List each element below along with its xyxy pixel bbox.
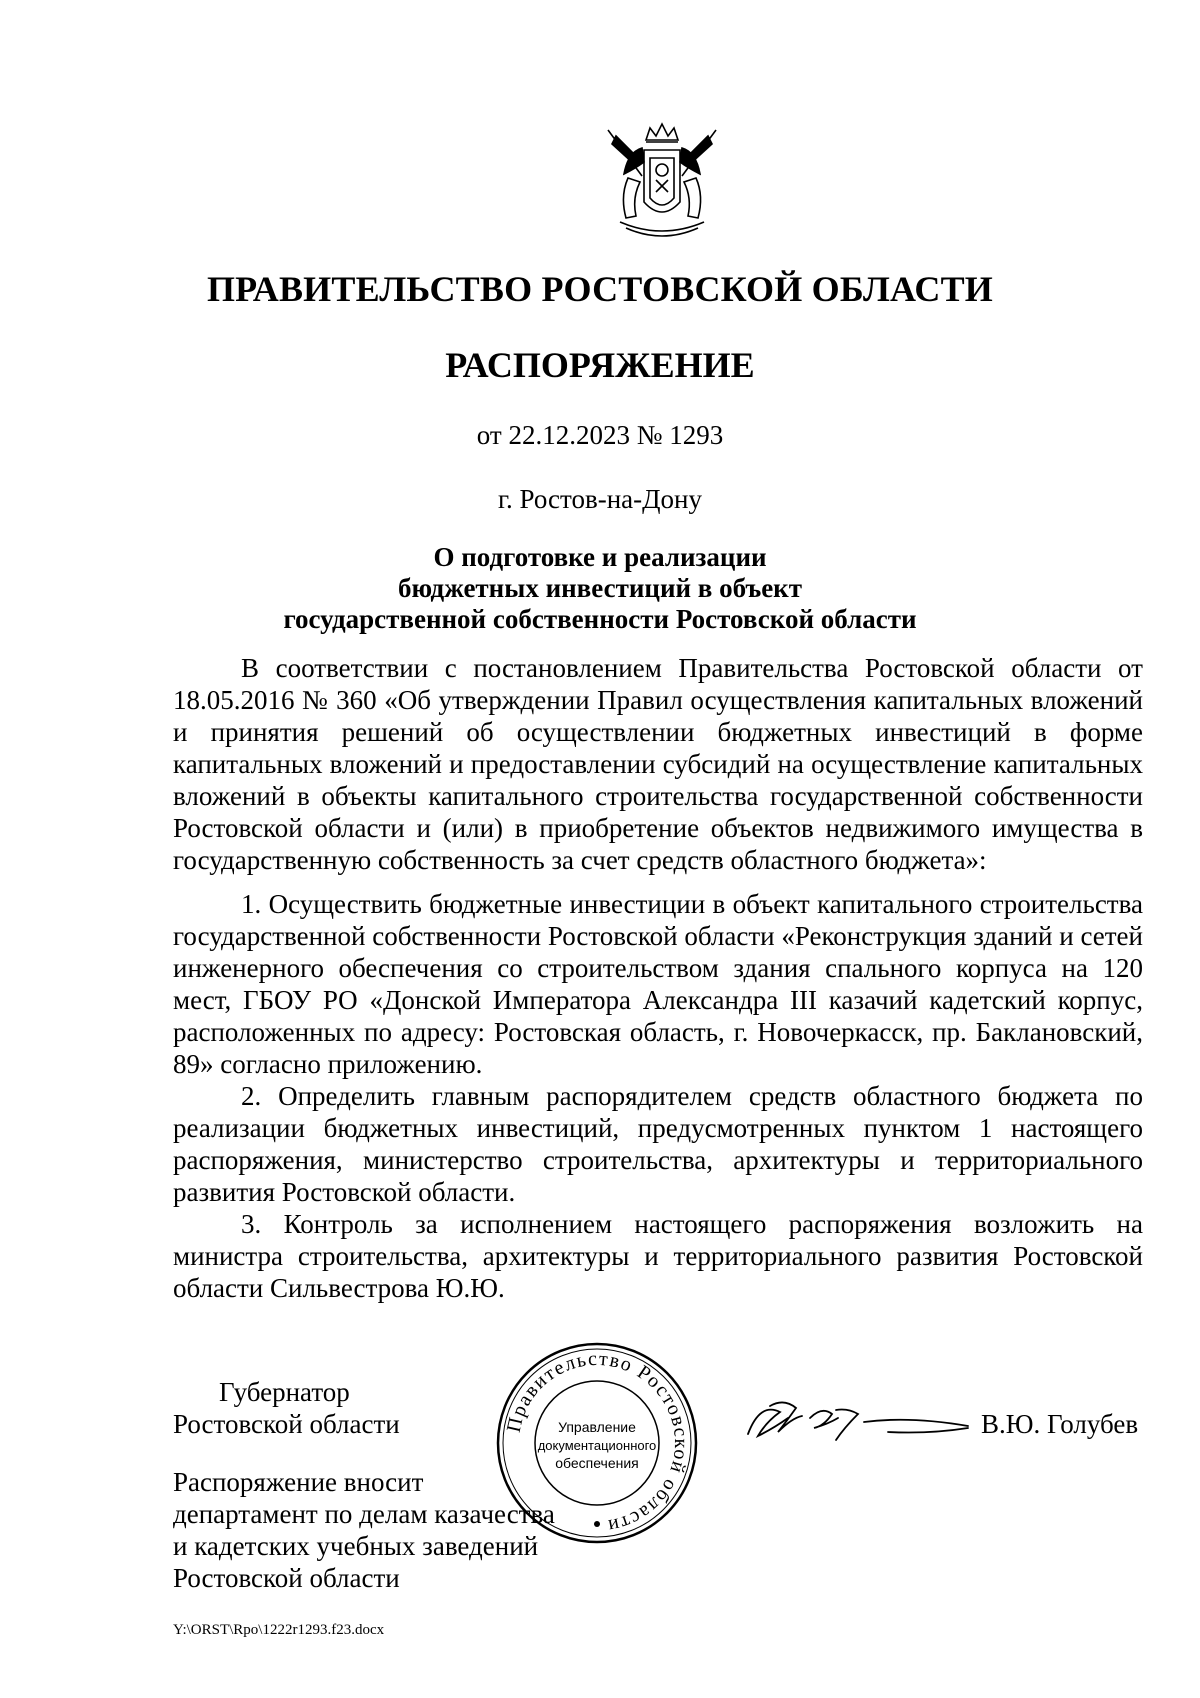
signatory-title: [173, 1376, 400, 1440]
introduced-by-line: и кадетских учебных заведений: [173, 1531, 539, 1561]
document-body: [173, 652, 1143, 1304]
introduced-by-line: Распоряжение вносит: [173, 1467, 424, 1497]
footer-file-path: Y:\ORST\Rpo\1222r1293.f23.docx: [173, 1622, 385, 1638]
stamp-star-icon: [594, 1521, 600, 1527]
clause-paragraph-2: 2. Определить главным распорядителем средств областного бюджета по реализации бюджетных инвестиций, предусмотренных пунктом 1 настоящего распоряжения, министерство строительства, архитектуры и территориального развития Ростовской области.: [173, 1081, 1143, 1207]
document-city: г. Ростов-на-Дону: [497, 484, 702, 514]
document-date-number: от 22.12.2023 № 1293: [476, 420, 724, 450]
clause-paragraph-1: 1. Осуществить бюджетные инвестиции в объект капитального строительства государственной собственности Ростовской области «Реконструкция зданий и сетей инженерного обеспечения со строительством здания спального корпуса на 120 мест, ГБОУ РО «Донской Императора Александра III казачий кадетский корпус, расположенных по адресу: Ростовская область, г. Новочеркасск, пр. Баклановский, 89» согласно приложению.: [173, 889, 1143, 1079]
subject-line: О подготовке и реализации: [433, 542, 767, 572]
introduced-by-block: [173, 1466, 555, 1594]
introduced-by-line: Ростовской области: [173, 1563, 400, 1593]
stamp-center-text: документационного: [537, 1438, 657, 1453]
coat-of-arms-emblem: [598, 118, 726, 246]
signatory-name: В.Ю. Голубев: [981, 1409, 1139, 1439]
signatory-title-line: Ростовской области: [173, 1409, 400, 1439]
document-type-title: РАСПОРЯЖЕНИЕ: [445, 345, 755, 385]
stamp-center-text: обеспечения: [555, 1455, 639, 1471]
document-subject: [200, 542, 1000, 635]
subject-line: бюджетных инвестиций в объект: [397, 573, 803, 603]
stamp-ring-text: Правительство Ростовской области: [502, 1347, 693, 1538]
handwritten-signature: [740, 1388, 970, 1458]
preamble-paragraph: В соответствии с постановлением Правительства Ростовской области от 18.05.2016 № 360 «Об утверждении Правил осуществления капитальных вложений и принятия решений об осуществлении бюджетных инвестиций в форме капитальных вложений и предоставлении субсидий на осуществление капитальных вложений в объекты капитального строительства государственной собственности Ростовской области и (или) в приобретение объектов недвижимого имущества в государственную собственность за счет средств областного бюджета»:: [173, 653, 1143, 875]
clause-paragraph-3: 3. Контроль за исполнением настоящего распоряжения возложить на министра строительства, архитектуры и территориального развития Ростовской области Сильвестрова Ю.Ю.: [173, 1209, 1143, 1303]
stamp-center-text: Управление: [558, 1419, 636, 1435]
introduced-by-line: департамент по делам казачества: [173, 1499, 555, 1529]
organization-title: ПРАВИТЕЛЬСТВО РОСТОВСКОЙ ОБЛАСТИ: [206, 269, 994, 309]
signatory-title-line: Губернатор: [219, 1377, 350, 1407]
subject-line: государственной собственности Ростовской области: [283, 604, 917, 634]
